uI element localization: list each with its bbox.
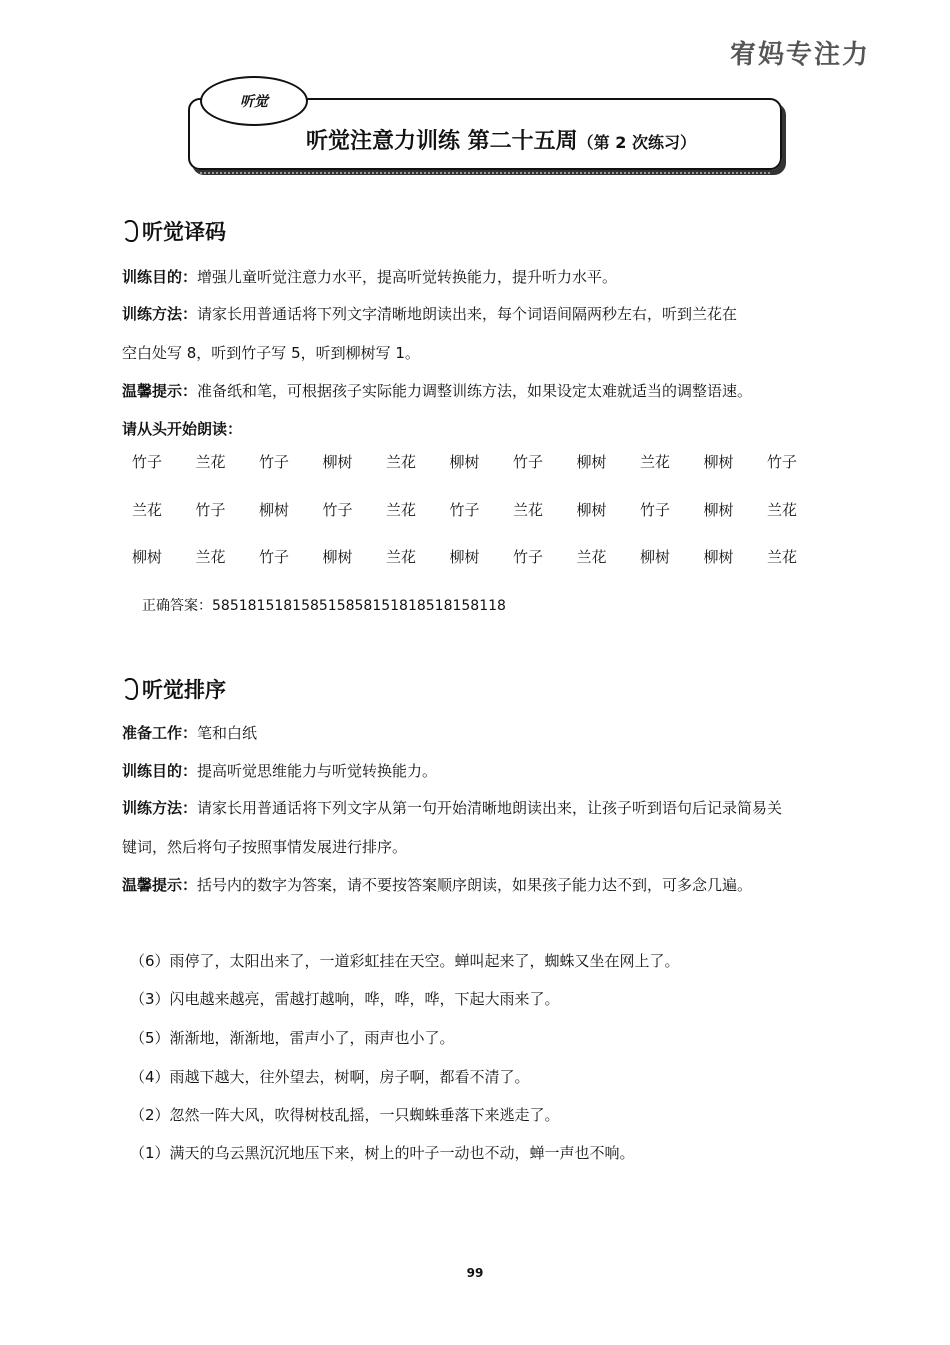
word: 竹子 [132,453,163,471]
section2-tip-label: 温馨提示： [122,876,198,894]
sentence-item: （3）闪电越来越亮，雷越打越响，哗，哗，哗，下起大雨来了。 [130,990,560,1008]
sentence-item: （4）雨越下越大，往外望去，树啊，房子啊，都看不清了。 [130,1068,530,1086]
word: 竹子 [513,548,544,566]
section2-prep-label: 准备工作： [122,724,198,742]
section1-tip-label: 温馨提示： [122,382,198,400]
word: 兰花 [195,453,226,471]
word: 竹子 [322,501,353,519]
word: 兰花 [767,548,798,566]
word: 竹子 [767,453,798,471]
word-row-2 [132,499,832,520]
section1-heading-text: 听觉译码 [142,220,226,244]
word: 柳树 [576,501,607,519]
section1-method-text: 请家长用普通话将下列文字清晰地朗读出来，每个词语间隔两秒左右，听到兰花在 [197,305,738,323]
word: 竹子 [640,501,671,519]
banner-divider [200,172,770,178]
sentence-item: （1）满天的乌云黑沉沉地压下来，树上的叶子一动也不动，蝉一声也不响。 [130,1144,635,1162]
sentence-item: （6）雨停了，太阳出来了，一道彩虹挂在天空。蝉叫起来了，蜘蛛又坐在网上了。 [130,952,680,970]
section2-goal-label: 训练目的： [122,762,198,780]
section2-goal [122,760,437,781]
section2-method-text: 请家长用普通话将下列文字从第一句开始清晰地朗读出来，让孩子听到语句后记录简易关 [197,799,783,817]
section2-prep-text: 笔和白纸 [197,724,258,742]
section2-method-cont: 键词，然后将句子按照事情发展进行排序。 [122,838,408,856]
word: 兰花 [386,501,417,519]
sentence-item: （5）渐渐地，渐渐地，雷声小了，雨声也小了。 [130,1029,455,1047]
section1-goal [122,266,617,287]
word: 柳树 [449,548,480,566]
banner-tab: 听觉 [200,76,308,126]
section1-heading [122,216,226,246]
word: 兰花 [386,453,417,471]
word: 兰花 [513,501,544,519]
word: 柳树 [322,453,353,471]
read-prompt: 请从头开始朗读： [122,420,243,438]
word: 柳树 [259,501,290,519]
word: 柳树 [703,548,734,566]
word: 竹子 [195,501,226,519]
section1-goal-label: 训练目的： [122,268,198,286]
word: 竹子 [259,453,290,471]
word: 竹子 [259,548,290,566]
page-number: 99 [466,1266,484,1280]
word: 兰花 [386,548,417,566]
word: 柳树 [703,501,734,519]
section2-heading [122,674,226,704]
section1-tip [122,380,752,401]
page-title-main: 听觉注意力训练 第二十五周 [306,129,578,154]
word: 兰花 [195,548,226,566]
word: 兰花 [576,548,607,566]
section1-method [122,303,737,324]
word: 柳树 [132,548,163,566]
word: 竹子 [449,501,480,519]
sentence-item: （2）忽然一阵大风，吹得树枝乱摇，一只蜘蛛垂落下来逃走了。 [130,1106,560,1124]
word: 柳树 [703,453,734,471]
ear-icon [122,220,138,242]
answer-key: 正确答案：58518151815851585815181851815811​8 [142,598,506,614]
page-title-sub: （第 2 次练习） [577,133,696,152]
word: 柳树 [322,548,353,566]
word: 柳树 [576,453,607,471]
word: 兰花 [640,453,671,471]
word: 柳树 [449,453,480,471]
section1-goal-text: 增强儿童听觉注意力水平，提高听觉转换能力，提升听力水平。 [197,268,618,286]
word-row-3 [132,546,832,567]
section2-goal-text: 提高听觉思维能力与听觉转换能力。 [197,762,438,780]
section2-tip [122,874,752,895]
ear-icon [122,678,138,700]
word: 柳树 [640,548,671,566]
section2-prep [122,722,257,743]
section2-heading-text: 听觉排序 [142,678,226,702]
page-title [306,124,776,155]
word: 竹子 [513,453,544,471]
section2-method-label: 训练方法： [122,799,198,817]
word: 兰花 [767,501,798,519]
word: 兰花 [132,501,163,519]
section2-method [122,797,782,818]
section1-tip-text: 准备纸和笔，可根据孩子实际能力调整训练方法，如果设定太难就适当的调整语速。 [197,382,753,400]
section2-tip-text: 括号内的数字为答案，请不要按答案顺序朗读，如果孩子能力达不到，可多念几遍。 [197,876,753,894]
section1-method-cont: 空白处写 8，听到竹子写 5，听到柳树写 1。 [122,344,420,362]
word-row-1 [132,451,832,472]
section1-method-label: 训练方法： [122,305,198,323]
watermark: 宥妈专注力 [729,40,870,70]
